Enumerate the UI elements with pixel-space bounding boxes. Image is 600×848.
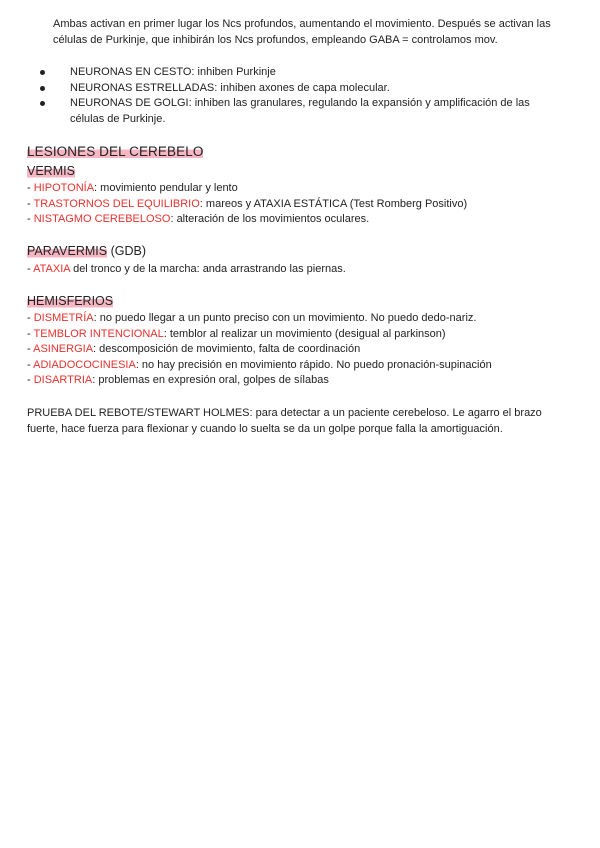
vermis-heading: VERMIS	[27, 164, 75, 178]
list-item: NEURONAS ESTRELLADAS: inhiben axones de capa molecular.	[0, 81, 550, 97]
list-item: NEURONAS DE GOLGI: inhiben las granulares, regulando la expansión y amplificación de las células de Purkinje.	[0, 96, 550, 127]
list-item: - TRASTORNOS DEL EQUILIBRIO: mareos y ATAXIA ESTÁTICA (Test Romberg Positivo)	[27, 197, 468, 210]
bullet-dot-icon	[40, 86, 45, 91]
list-item: - ASINERGIA: descomposición de movimiento, falta de coordinación	[27, 343, 361, 355]
paravermis-heading: PARAVERMIS (GDB)	[27, 244, 146, 258]
neuron-bullet-list	[0, 65, 600, 127]
list-item: - TEMBLOR INTENCIONAL: temblor al realizar un movimiento (desigual al parkinson)	[27, 327, 446, 340]
list-item: - HIPOTONÍA: movimiento pendular y lento	[27, 182, 238, 194]
list-item: - ADIADOCOCINESIA: no hay precisión en movimiento rápido. No puedo pronación-supinación	[27, 358, 492, 371]
bullet-dot-icon	[40, 101, 45, 106]
paravermis-list	[27, 262, 587, 278]
list-item: - ATAXIA del tronco y de la marcha: anda arrastrando las piernas.	[27, 263, 346, 275]
list-item: - DISMETRÍA: no puedo llegar a un punto preciso con un movimiento. No puedo dedo-nariz.	[27, 312, 477, 324]
section-heading: LESIONES DEL CEREBELO	[27, 144, 204, 159]
vermis-list	[27, 181, 587, 228]
list-item: NEURONAS EN CESTO: inhiben Purkinje	[0, 65, 550, 81]
hemisferios-list	[27, 311, 587, 389]
bullet-dot-icon	[40, 70, 45, 75]
intro-paragraph: Ambas activan en primer lugar los Ncs profundos, aumentando el movimiento. Después se activan las células de Purkinje, que inhibirán los Ncs profundos, empleando GABA = controlamos mov.	[53, 18, 551, 46]
rebote-test-paragraph: PRUEBA DEL REBOTE/STEWART HOLMES: para detectar a un paciente cerebeloso. Le agarro el brazo fuerte, hace fuerza para flexionar y cuando lo suelta se da un golpe porque falla la amortiguación.	[27, 407, 542, 435]
list-item: - NISTAGMO CEREBELOSO: alteración de los movimientos oculares.	[27, 213, 370, 225]
list-item: - DISARTRIA: problemas en expresión oral, golpes de sílabas	[27, 374, 329, 386]
hemisferios-heading: HEMISFERIOS	[27, 294, 114, 308]
